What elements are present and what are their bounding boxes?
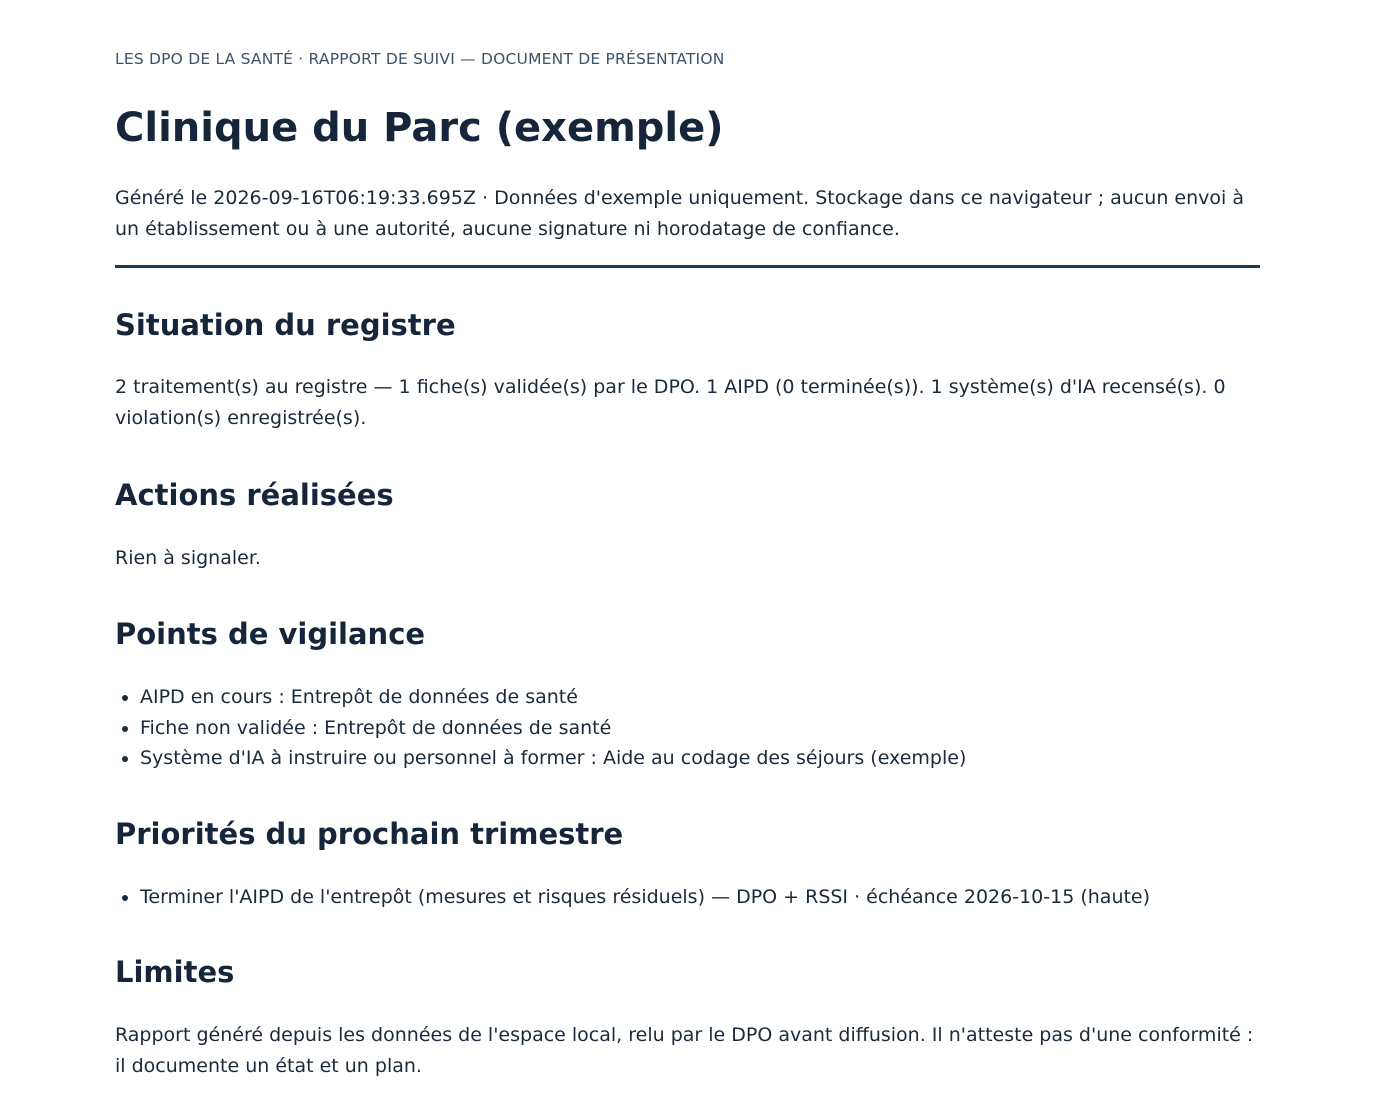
section-heading-registre: Situation du registre <box>115 308 456 342</box>
section-vigilance <box>115 616 1260 774</box>
vigilance-list <box>115 682 1260 774</box>
section-text-limites: Rapport généré depuis les données de l'espace local, relu par le DPO avant diffusion. Il n'atteste pas d'une conformité : il documente un état et un plan. <box>115 1024 1254 1077</box>
report-document <box>115 0 1260 1082</box>
page-title: Clinique du Parc (exemple) <box>115 105 724 151</box>
header-divider <box>115 265 1260 268</box>
section-heading-limites: Limites <box>115 955 235 989</box>
section-heading-vigilance: Points de vigilance <box>115 617 426 651</box>
section-limites <box>115 954 1260 1082</box>
list-item: • Fiche non validée : Entrepôt de données de santé <box>140 713 1260 744</box>
section-registre <box>115 307 1260 434</box>
priorites-list <box>115 882 1260 913</box>
list-item: • AIPD en cours : Entrepôt de données de santé <box>140 682 1260 713</box>
section-heading-actions: Actions réalisées <box>115 478 394 512</box>
list-item: • Terminer l'AIPD de l'entrepôt (mesures et risques résiduels) — DPO + RSSI · échéance 2026-10-15 (haute) <box>140 882 1260 913</box>
section-text-actions: Rien à signaler. <box>115 547 261 569</box>
report-kicker: LES DPO DE LA SANTÉ · RAPPORT DE SUIVI — DOCUMENT DE PRÉSENTATION <box>115 50 725 68</box>
list-item: • Système d'IA à instruire ou personnel à former : Aide au codage des séjours (exemple) <box>140 743 1260 774</box>
section-text-registre: 2 traitement(s) au registre — 1 fiche(s) validée(s) par le DPO. 1 AIPD (0 terminée(s)). 1 système(s) d'IA recensé(s). 0 violation(s) enregistrée(s). <box>115 376 1226 429</box>
section-priorites <box>115 816 1260 913</box>
section-actions <box>115 477 1260 574</box>
report-intro: Généré le 2026-09-16T06:19:33.695Z · Données d'exemple uniquement. Stockage dans ce navigateur ; aucun envoi à un établissement ou à une autorité, aucune signature ni horodatage de confiance. <box>115 187 1244 240</box>
section-heading-priorites: Priorités du prochain trimestre <box>115 816 624 851</box>
